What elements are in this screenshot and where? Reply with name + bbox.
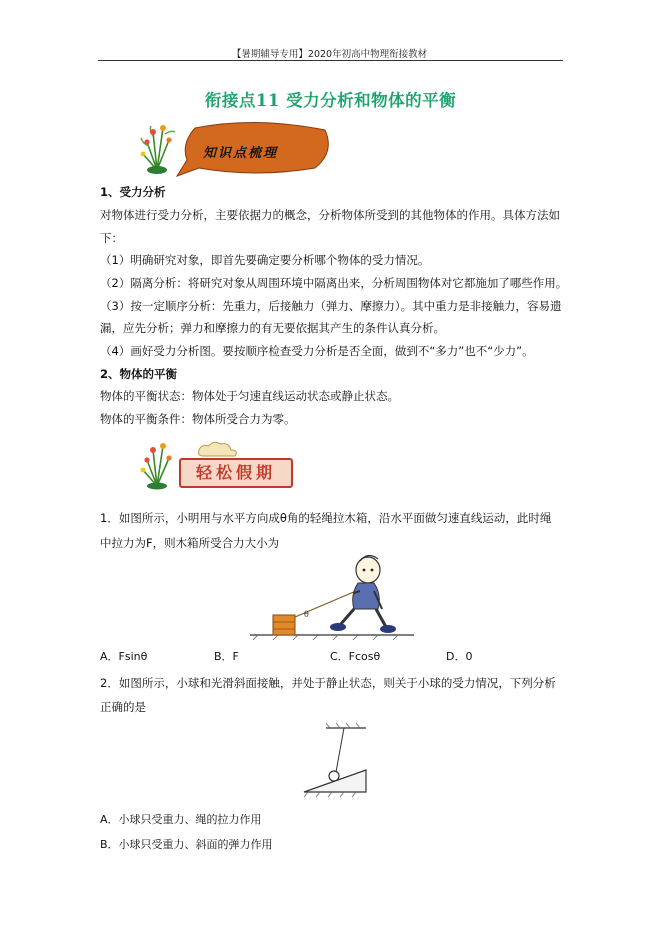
q2-line: 2．如图所示，小球和光滑斜面接触，并处于静止状态，则关于小球的受力情况，下列分析 — [100, 676, 556, 690]
cloud-icon — [195, 440, 245, 460]
section1-line: （4）画好受力分析图。要按顺序检查受力分析是否全面，做到不“多力”也不“少力”。 — [100, 344, 534, 358]
page-header: 【暑期辅导专用】2020年初高中物理衔接教材 — [231, 49, 428, 60]
q1-option-b[interactable]: B．F — [214, 650, 239, 663]
lesson-title: 衔接点11 受力分析和物体的平衡 — [204, 91, 457, 110]
q1-line: 中拉力为F，则木箱所受合力大小为 — [100, 536, 280, 550]
header-divider — [98, 60, 563, 61]
section1-line: 下： — [100, 231, 123, 245]
section2-line: 物体的平衡状态：物体处于匀速直线运动状态或静止状态。 — [100, 389, 399, 403]
q2-option-b[interactable]: B．小球只受重力、斜面的弹力作用 — [100, 838, 273, 851]
svg-text:θ: θ — [304, 610, 309, 619]
q2-figure-ball-on-incline — [298, 722, 378, 802]
q1-option-a[interactable]: A．Fsinθ — [100, 650, 148, 663]
q1-option-c[interactable]: C．Fcosθ — [330, 650, 381, 663]
q1-line: 1．如图所示，小明用与水平方向成θ角的轻绳拉木箱，沿水平面做匀速直线运动，此时绳 — [100, 511, 552, 525]
q1-figure-boy-pulling-box — [248, 555, 418, 640]
section1-line: （1）明确研究对象，即首先要确定要分析哪个物体的受力情况。 — [100, 253, 430, 267]
flower-bouquet-icon — [135, 440, 185, 490]
holiday-banner — [135, 440, 305, 490]
section1-heading: 1、受力分析 — [100, 185, 166, 199]
knowledge-banner — [135, 120, 335, 180]
section2-heading: 2、物体的平衡 — [100, 367, 178, 381]
q2-line: 正确的是 — [100, 700, 146, 714]
section1-line: 对物体进行受力分析，主要依据力的概念，分析物体所受到的其他物体的作用。具体方法如 — [100, 208, 560, 222]
q1-option-d[interactable]: D．0 — [446, 650, 473, 663]
q2-option-a[interactable]: A．小球只受重力、绳的拉力作用 — [100, 813, 262, 826]
wooden-box — [273, 615, 295, 635]
knowledge-banner-label: 知识点梳理 — [203, 146, 279, 161]
section1-line: （2）隔离分析：将研究对象从周围环境中隔离出来，分析周围物体对它都施加了哪些作用。 — [100, 276, 568, 290]
section1-line: 漏，应先分析；弹力和摩擦力的有无要依据其产生的条件认真分析。 — [100, 321, 445, 335]
holiday-banner-label: 轻松假期 — [179, 458, 293, 488]
section2-line: 物体的平衡条件：物体所受合力为零。 — [100, 412, 296, 426]
section1-line: （3）按一定顺序分析：先重力，后接触力（弹力、摩擦力）。其中重力是非接触力，容易遗 — [100, 299, 562, 313]
